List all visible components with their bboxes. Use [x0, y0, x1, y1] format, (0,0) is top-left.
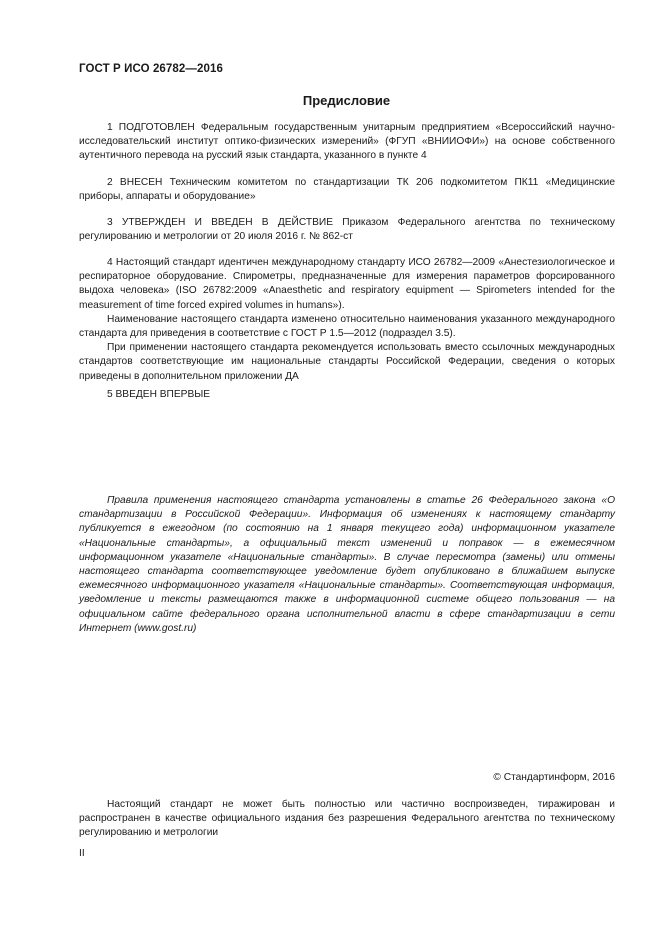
notice-text: Правила применения настоящего стандарта установлены в статье 26 Федерального закона «О стандартизации в Российской Федерации». Информация об изменениях к настоящему стандарту публикуется в ежегодном (по состоянию на 1 января текущего года) информационном указателе «Национальные стандарты», а официальный текст изменений и поправок — в ежемесячном информационном указателе «Национальные стандарты». В случае пересмотра (замены) или отмены настоящего стандарта соответствующее уведомление будет опубликовано в ближайшем выпуске ежемесячного информационного указателя «Национальные стандарты». Соответствующая информация, уведомление и тексты размещаются также в информационной системе общего пользования — на официальном сайте федерального органа исполнительной власти в сфере стандартизации в сети Интернет (www.gost.ru) [79, 495, 615, 634]
document-code: ГОСТ Р ИСО 26782—2016 [79, 63, 224, 75]
item-3 [79, 216, 615, 244]
copyright: © Стандартинформ, 2016 [493, 772, 615, 783]
reproduction-text: Настоящий стандарт не может быть полностью или частично воспроизведен, тиражирован и распространен в качестве официального издания без разрешения Федерального агентства по техническому регулированию и метрологии [79, 799, 615, 839]
item-4-paragraph-2: Наименование настоящего стандарта изменено относительно наименования указанного международного стандарта для приведения в соответствие с ГОСТ Р 1.5—2012 (подраздел 3.5). [79, 313, 615, 340]
item-3-text: 3 УТВЕРЖДЕН И ВВЕДЕН В ДЕЙСТВИЕ Приказом Федерального агентства по техническому регулированию и метрологии от 20 июля 2016 г. № 862-ст [79, 217, 615, 243]
item-4-paragraph-3: При применении настоящего стандарта рекомендуется использовать вместо ссылочных международных стандартов соответствующие им национальные стандарты Российской Федерации, сведения о которых приведены в дополнительном приложении ДА [79, 342, 615, 382]
item-5 [79, 388, 615, 402]
item-4 [79, 256, 615, 384]
item-1-text: 1 ПОДГОТОВЛЕН Федеральным государственным унитарным предприятием «Всероссийский научно-исследовательский институт оптико-физических измерений» (ФГУП «ВНИИОФИ») на основе собственного аутентичного перевода на русский язык стандарта, указанного в пункте 4 [79, 122, 615, 162]
notice-block [79, 494, 615, 636]
page-title: Предисловие [302, 93, 391, 108]
reproduction-notice [79, 798, 615, 841]
page-number: II [79, 848, 85, 859]
item-2-text: 2 ВНЕСЕН Техническим комитетом по стандартизации ТК 206 подкомитетом ПК11 «Медицинские приборы, аппараты и оборудование» [79, 177, 615, 203]
item-2 [79, 176, 615, 204]
item-5-text: 5 ВВЕДЕН ВПЕРВЫЕ [107, 389, 211, 400]
item-1 [79, 121, 615, 164]
item-4-paragraph-1: 4 Настоящий стандарт идентичен международному стандарту ИСО 26782—2009 «Анестезиологическое и респираторное оборудование. Спирометры, предназначенные для измерения параметров форсированного выдоха человека» (ISO 26782:2009 «Anaesthetic and respiratory equipment — Spirometers intended for the measurement of time forced expired volumes in humans»). [79, 257, 615, 311]
